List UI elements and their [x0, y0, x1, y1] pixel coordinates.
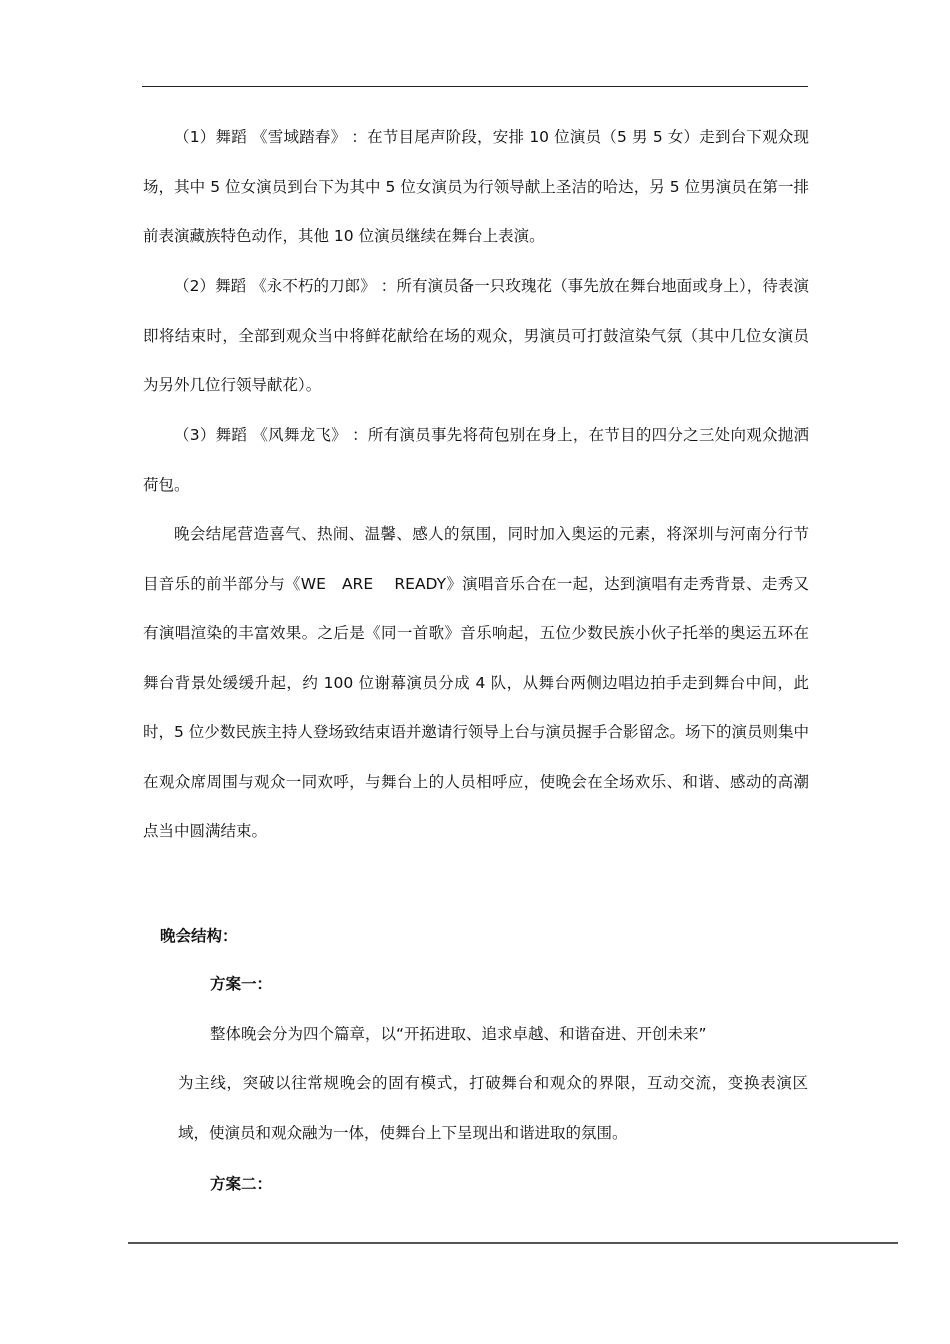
- plan-two-heading: 方案二：: [210, 1175, 273, 1193]
- footer-rule: [128, 1242, 898, 1244]
- paragraph-dragon-dance: （3）舞蹈 《风舞龙飞》 ：所有演员事先将荷包别在身上，在节目的四分之三处向观众抛洒荷包。: [143, 426, 809, 494]
- plan-one-first-line: 整体晚会分为四个篇章，以“开拓进取、追求卓越、和谐奋进、开创未来”: [210, 1025, 707, 1043]
- paragraph-snow-dance: （1）舞蹈 《雪域踏春》 ：在节目尾声阶段，安排 10 位演员（5 男 5 女）走到台下观众现场，其中 5 位女演员到台下为其中 5 位女演员为行领导献上圣洁的哈达，另 5 位男演员在第一排前表演藏族特色动作，其他 10 位演员继续在舞台上表演。: [143, 128, 809, 245]
- paragraph-daolang-dance: （2）舞蹈 《永不朽的刀郎》 ：所有演员备一只玫瑰花（事先放在舞台地面或身上），待表演即将结束时，全部到观众当中将鲜花献给在场的观众，男演员可打鼓渲染气氛（其中几位女演员为另外几位行领导献花）。: [143, 277, 809, 394]
- section-heading-structure: 晚会结构：: [160, 927, 238, 945]
- plan-one-body: 为主线，突破以往常规晚会的固有模式，打破舞台和观众的界限，互动交流，变换表演区域，使演员和观众融为一体，使舞台上下呈现出和谐进取的氛围。: [178, 1074, 808, 1142]
- header-rule: [142, 86, 808, 87]
- plan-one-heading: 方案一：: [210, 975, 273, 993]
- paragraph-finale: 晚会结尾营造喜气、热闹、温馨、感人的氛围，同时加入奥运的元素，将深圳与河南分行节目音乐的前半部分与《WE ARE READY》演唱音乐合在一起，达到演唱有走秀背景、走秀又有演唱渲染的丰富效果。之后是《同一首歌》音乐响起，五位少数民族小伙子托举的奥运五环在舞台背景处缓缓升起，约 100 位谢幕演员分成 4 队，从舞台两侧边唱边拍手走到舞台中间，此时，5 位少数民族主持人登场致结束语并邀请行领导上台与演员握手合影留念。场下的演员则集中在观众席周围与观众一同欢呼，与舞台上的人员相呼应，使晚会在全场欢乐、和谐、感动的高潮点当中圆满结束。: [143, 525, 809, 840]
